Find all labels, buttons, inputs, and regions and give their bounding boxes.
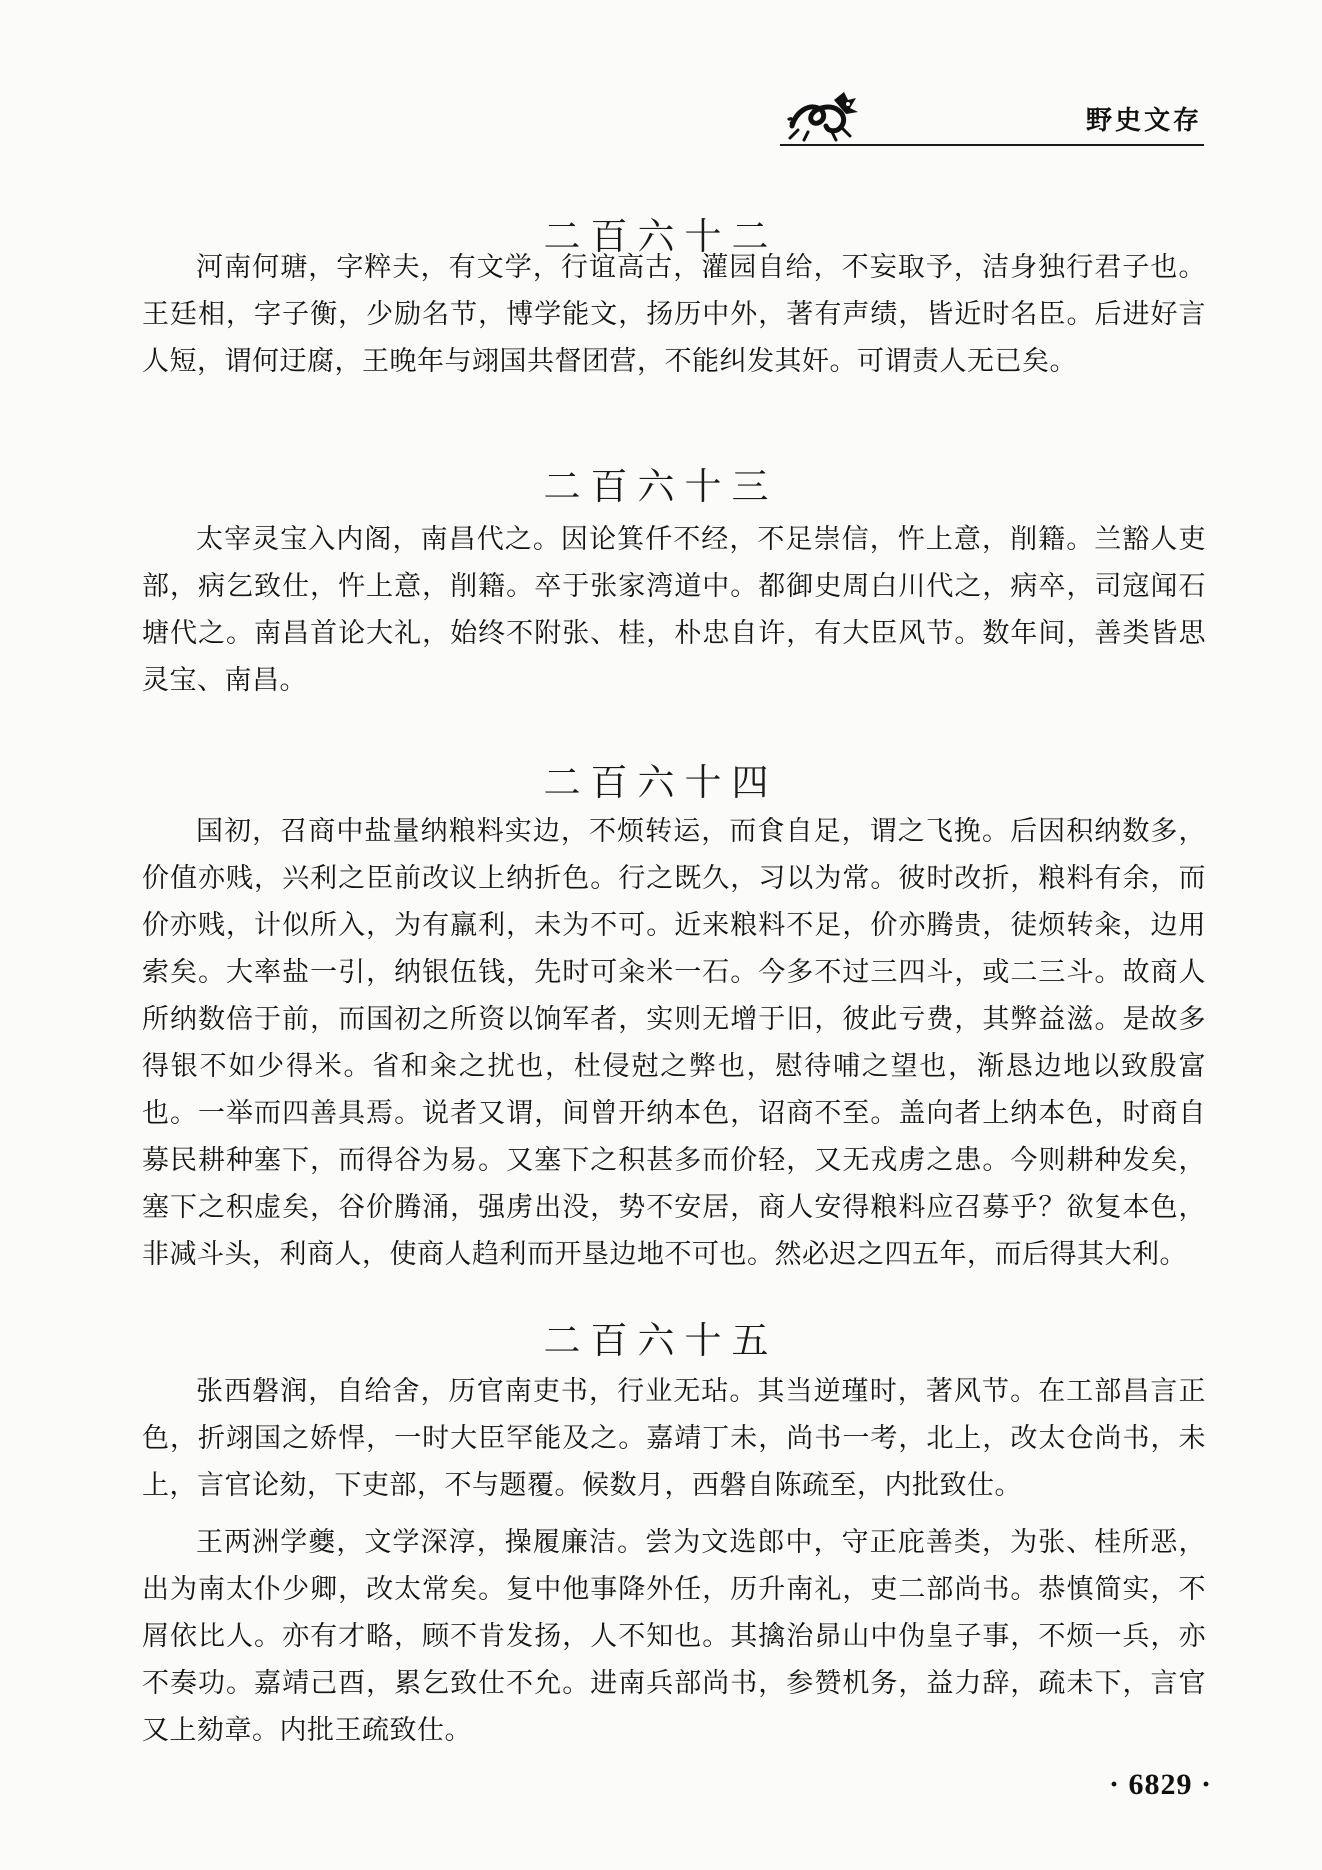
section-title: 二百六十四 <box>543 761 779 804</box>
section-body <box>142 808 1206 1278</box>
header-divider <box>780 144 1204 146</box>
dragon-icon <box>786 86 862 142</box>
section-body <box>142 1368 1206 1754</box>
paragraph: 王两洲学夔，文学深淳，操履廉洁。尝为文选郎中，守正庇善类，为张、桂所恶，出为南太仆少卿，改太常矣。复中他事降外任，历升南礼，吏二部尚书。恭慎简实，不屑依比人。亦有才略，顾不肯发扬，人不知也。其擒治昴山中伪皇子事，不烦一兵，亦不奏功。嘉靖己酉，累乞致仕不允。进南兵部尚书，参赞机务，益力辞，疏未下，言官又上劾章。内批王疏致仕。 <box>142 1527 1206 1746</box>
running-header <box>780 78 1204 156</box>
section-title: 二百六十三 <box>543 465 779 508</box>
paragraph: 张西磐润，自给舍，历官南吏书，行业无玷。其当逆瑾时，著风节。在工部昌言正色，折翊国之娇悍，一时大臣罕能及之。嘉靖丁未，尚书一考，北上，改太仓尚书，未上，言官论劾，下吏部，不与题覆。候数月，西磐自陈疏至，内批致仕。 <box>142 1376 1206 1501</box>
section-body <box>142 244 1206 385</box>
paragraph: 国初，召商中盐量纳粮料实边，不烦转运，而食自足，谓之飞挽。后因积纳数多，价值亦贱，兴利之臣前改议上纳折色。行之既久，习以为常。彼时改折，粮料有余，而价亦贱，计似所入，为有羸利，未为不可。近来粮料不足，价亦腾贵，徒烦转籴，边用索矣。大率盐一引，纳银伍钱，先时可籴米一石。今多不过三四斗，或二三斗。故商人所纳数倍于前，而国初之所资以饷军者，实则无增于旧，彼此亏费，其弊益滋。是故多得银不如少得米。省和籴之扰也，杜侵尅之弊也，慰待哺之望也，渐恳边地以致殷富也。一举而四善具焉。说者又谓，间曾开纳本色，诏商不至。盖向者上纳本色，时商自募民耕种塞下，而得谷为易。又塞下之积甚多而价轻，又无戎虏之患。今则耕种发矣，塞下之积虚矣，谷价腾涌，强虏出没，势不安居，商人安得粮料应召募乎？欲复本色，非减斗头，利商人，使商人趋利而开垦边地不可也。然必迟之四五年，而后得其大利。 <box>142 816 1206 1270</box>
section-body <box>142 516 1206 704</box>
header-title: 野史文存 <box>1085 106 1202 136</box>
paragraph: 太宰灵宝入内阁，南昌代之。因论箕仟不经，不足崇信，忤上意，削籍。兰豁人吏部，病乞致仕，忤上意，削籍。卒于张家湾道中。都御史周白川代之，病卒，司寇闻石塘代之。南昌首论大礼，始终不附张、桂，朴忠自许，有大臣风节。数年间，善类皆思灵宝、南昌。 <box>142 524 1206 696</box>
section-title: 二百六十五 <box>543 1319 779 1362</box>
page-number: · 6829 · <box>1108 1768 1212 1801</box>
paragraph: 河南何瑭，字粹夫，有文学，行谊高古，灌园自给，不妄取予，洁身独行君子也。王廷相，字子衡，少励名节，博学能文，扬历中外，著有声绩，皆近时名臣。后进好言人短，谓何迂腐，王晚年与翊国共督团营，不能纠发其奸。可谓责人无已矣。 <box>142 252 1206 377</box>
section-title: 二百六十二 <box>543 215 779 258</box>
